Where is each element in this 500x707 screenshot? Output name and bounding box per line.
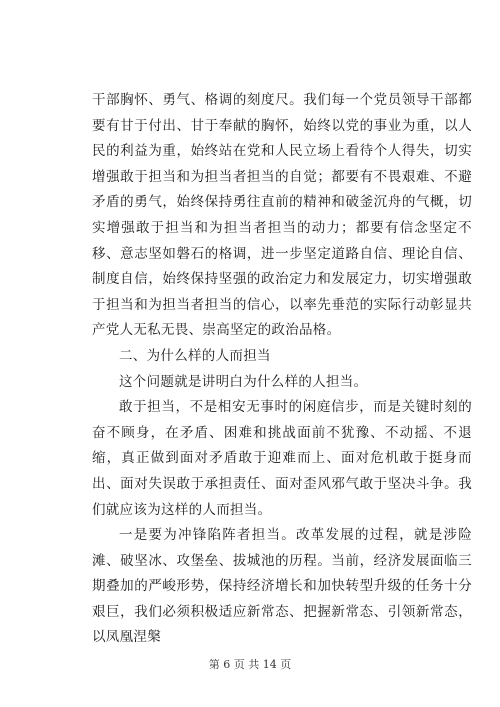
document-body	[92, 88, 472, 651]
paragraph-1: 干部胸怀、勇气、格调的刻度尺。我们每一个党员领导干部都要有甘于付出、甘于奉献的胸怀，始终以党的事业为重，以人民的利益为重，始终站在党和人民立场上看待个人得失，切实增强敢于担当和为担当者担当的自觉；都要有不畏艰难、不避矛盾的勇气，始终保持勇往直前的精神和破釜沉舟的气概，切实增强敢于担当和为担当者担当的动力；都要有信念坚定不移、意志坚如磐石的格调，进一步坚定道路自信、理论自信、制度自信，始终保持坚强的政治定力和发展定力，切实增强敢于担当和为担当者担当的信心，以率先垂范的实际行动彰显共产党人无私无畏、崇高坚定的政治品格。	[92, 92, 472, 339]
paragraph-3: 敢于担当，不是相安无事时的闲庭信步，而是关键时刻的奋不顾身，在矛盾、困难和挑战面前不犹豫、不动摇、不退缩，真正做到面对矛盾敢于迎难而上、面对危机敢于挺身而出、面对失误敢于承担责任、面对歪风邪气敢于坚决斗争。我们就应该为这样的人而担当。	[92, 399, 472, 518]
section-heading: 二、为什么样的人而担当	[119, 347, 271, 364]
paragraph-2: 这个问题就是讲明白为什么样的人担当。	[119, 373, 368, 390]
page-footer: 第 6 页 共 14 页	[208, 658, 292, 671]
paragraph-4: 一是要为冲锋陷阵者担当。改革发展的过程，就是涉险滩、破坚冰、攻堡垒、拔城池的历程。当前，经济发展面临三期叠加的严峻形势，保持经济增长和加快转型升级的任务十分艰巨，我们必须积极适应新常态、把握新常态、引领新常态，以凤凰涅槃	[92, 527, 472, 646]
